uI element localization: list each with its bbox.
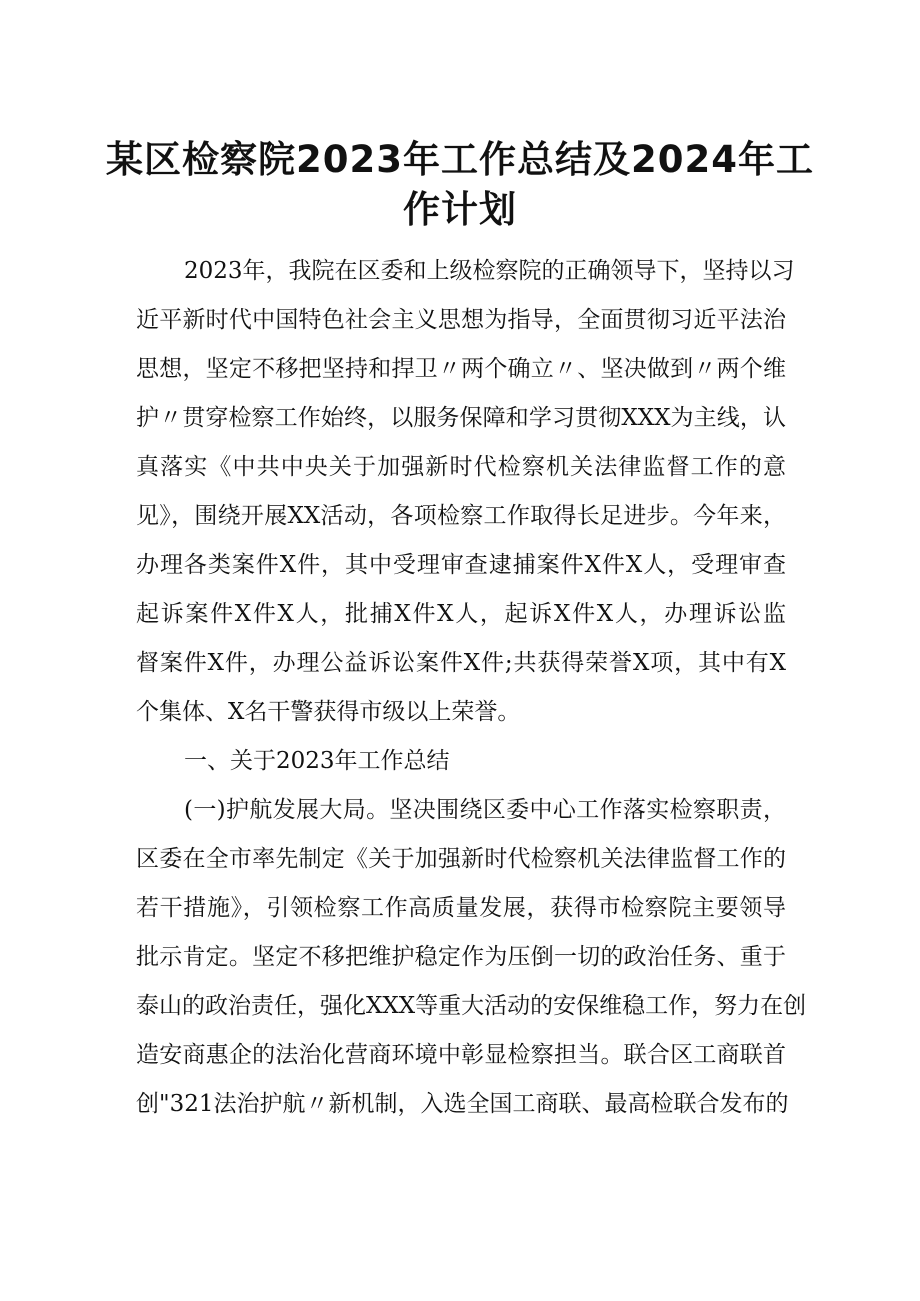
paragraph-line: 批示肯定。坚定不移把维护稳定作为压倒一切的政治任务、重于: [136, 944, 786, 970]
document-title-line-1: 某区检察院2023年工作总结及2024年工: [106, 138, 814, 181]
document-title-line-2: 作计划: [403, 188, 517, 231]
paragraph-line: 若干措施》，引领检察工作高质量发展，获得市检察院主要领导: [136, 895, 786, 921]
paragraph-line: 创"321法治护航〃新机制，入选全国工商联、最高检联合发布的: [136, 1091, 789, 1117]
paragraph-line: 区委在全市率先制定《关于加强新时代检察机关法律监督工作的: [136, 846, 786, 872]
paragraph-line: 近平新时代中国特色社会主义思想为指导，全面贯彻习近平法治: [136, 307, 786, 333]
section-heading: 一、关于2023年工作总结: [184, 748, 450, 774]
paragraph-line: (一)护航发展大局。坚决围绕区委中心工作落实检察职责，: [184, 797, 786, 823]
paragraph-line: 个集体、X名干警获得市级以上荣誉。: [136, 699, 521, 725]
paragraph-line: 思想，坚定不移把坚持和捍卫〃两个确立〃、坚决做到〃两个维: [136, 356, 786, 382]
paragraph-line: 真落实《中共中央关于加强新时代检察机关法律监督工作的意: [136, 454, 786, 480]
paragraph-line: 泰山的政治责任，强化XXX等重大活动的安保维稳工作，努力在创: [136, 993, 807, 1019]
paragraph-line: 见》，围绕开展XX活动，各项检察工作取得长足进步。今年来，: [136, 503, 786, 529]
paragraph-line: 起诉案件X件X人，批捕X件X人，起诉X件X人，办理诉讼监: [136, 601, 786, 627]
paragraph-line: 护〃贯穿检察工作始终，以服务保障和学习贯彻XXX为主线，认: [136, 405, 786, 431]
paragraph-line: 造安商惠企的法治化营商环境中彰显检察担当。联合区工商联首: [136, 1042, 786, 1068]
paragraph-line: 督案件X件，办理公益诉讼案件X件;共获得荣誉X项，其中有X: [136, 650, 786, 676]
paragraph-line: 办理各类案件X件，其中受理审查逮捕案件X件X人，受理审查: [136, 552, 786, 578]
paragraph-line: 2023年，我院在区委和上级检察院的正确领导下，坚持以习: [184, 258, 795, 284]
